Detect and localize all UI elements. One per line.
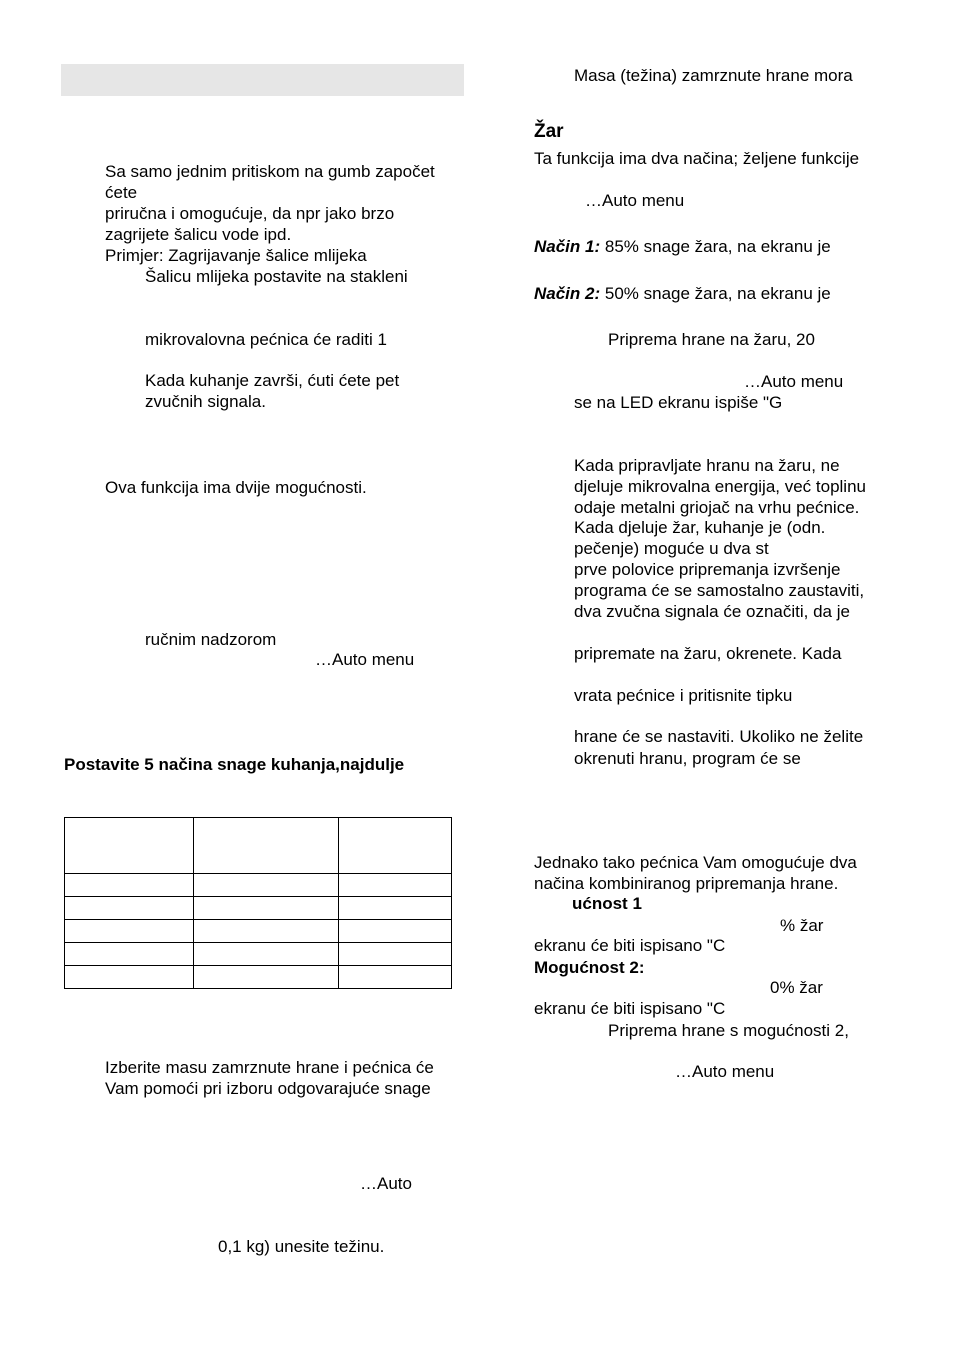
- table-cell: [65, 943, 194, 966]
- left-text-line: Kada kuhanje završi, ćuti ćete pet: [145, 371, 400, 390]
- table-cell: [65, 920, 194, 943]
- right-text-line: pečenje) moguće u dva st: [574, 539, 769, 558]
- right-text-line: programa će se samostalno zaustaviti,: [574, 581, 865, 600]
- left-text-line: priručna i omogućuje, da npr jako brzo: [105, 204, 395, 223]
- left-text-line: mikrovalovna pećnica će raditi 1: [145, 330, 387, 349]
- table-cell: [339, 920, 452, 943]
- table-cell: [339, 897, 452, 920]
- table-cell: [194, 966, 339, 989]
- right-text-line: …Auto menu: [744, 372, 844, 391]
- right-text-line: hrane će se nastaviti. Ukoliko ne želite: [574, 727, 864, 746]
- table-cell: [65, 874, 194, 897]
- right-text-line: dva zvučna signala će označiti, da je: [574, 602, 850, 621]
- right-text-line: prve polovice pripremanja izvršenje: [574, 560, 841, 579]
- right-text-line: ekranu će biti ispisano "C: [534, 936, 726, 955]
- mode-2-text: 50% snage žara, na ekranu je: [600, 284, 831, 303]
- left-text-line: zagrijete šalicu vode ipd.: [105, 225, 292, 244]
- right-text-line: 0% žar: [770, 978, 823, 997]
- left-text-line: Ova funkcija ima dvije mogućnosti.: [105, 478, 367, 497]
- right-text-line: Masa (težina) zamrznute hrane mora: [574, 66, 853, 85]
- table-cell: [194, 818, 339, 874]
- left-text-line: Primjer: Zagrijavanje šalice mlijeka: [105, 246, 367, 265]
- left-text-line: zvučnih signala.: [145, 392, 266, 411]
- table-header-row: [65, 818, 452, 874]
- right-text-line: Priprema hrane s mogućnosti 2,: [608, 1021, 849, 1040]
- table-row: [65, 966, 452, 989]
- section-header-bar: [61, 64, 464, 96]
- right-text-line: odaje metalni griojač na vrhu pećnice.: [574, 498, 860, 517]
- right-text-line: vrata pećnice i pritisnite tipku: [574, 686, 793, 705]
- right-text-line: načina kombiniranog pripremanja hrane.: [534, 874, 839, 893]
- right-text-line: Kada pripravljate hranu na žaru, ne: [574, 456, 840, 475]
- left-text-line: ručnim nadzorom: [145, 630, 277, 649]
- mode-1-label: Način 1:: [534, 237, 601, 256]
- option-1-heading: ućnost 1: [572, 894, 642, 913]
- option-2-heading: Mogućnost 2:: [534, 958, 645, 977]
- right-text-line: Jednako tako pećnica Vam omogućuje dva: [534, 853, 857, 872]
- table-row: [65, 897, 452, 920]
- right-text-line: % žar: [780, 916, 824, 935]
- table-cell: [194, 920, 339, 943]
- left-text-line: …Auto menu: [315, 650, 415, 669]
- table-cell: [65, 897, 194, 920]
- left-text-line: 0,1 kg) unesite težinu.: [218, 1237, 385, 1256]
- mode-1-line: [534, 236, 831, 257]
- right-text-line: pripremate na žaru, okrenete. Kada: [574, 644, 842, 663]
- table-row: [65, 920, 452, 943]
- mode-2-label: Način 2:: [534, 284, 601, 303]
- right-text-line: Ta funkcija ima dva načina; željene funkcije: [534, 149, 860, 168]
- power-levels-table: [64, 817, 452, 989]
- table-cell: [339, 818, 452, 874]
- table-cell: [194, 897, 339, 920]
- right-text-line: ekranu će biti ispisano "C: [534, 999, 726, 1018]
- table-cell: [65, 818, 194, 874]
- table-cell: [65, 966, 194, 989]
- table-row: [65, 874, 452, 897]
- left-text-line: ćete: [105, 183, 138, 202]
- table-cell: [194, 943, 339, 966]
- table-cell: [339, 943, 452, 966]
- left-text-line: Šalicu mlijeka postavite na stakleni: [145, 267, 408, 286]
- table-cell: [339, 874, 452, 897]
- right-text-line: Priprema hrane na žaru, 20: [608, 330, 815, 349]
- power-levels-heading: Postavite 5 načina snage kuhanja,najdulje: [64, 755, 405, 774]
- mode-2-line: [534, 283, 831, 304]
- mode-1-text: 85% snage žara, na ekranu je: [600, 237, 831, 256]
- left-text-line: Vam pomoći pri izboru odgovarajuće snage: [105, 1079, 431, 1098]
- table-cell: [194, 874, 339, 897]
- left-text-line: Izberite masu zamrznute hrane i pećnica će: [105, 1058, 434, 1077]
- left-text-line: Sa samo jednim pritiskom na gumb započet: [105, 162, 435, 181]
- right-text-line: Kada djeluje žar, kuhanje je (odn.: [574, 518, 826, 537]
- right-text-line: okrenuti hranu, program će se: [574, 749, 801, 768]
- right-text-line: se na LED ekranu ispiše "G: [574, 393, 783, 412]
- table-row: [65, 943, 452, 966]
- right-text-line: …Auto menu: [585, 191, 685, 210]
- right-text-line: …Auto menu: [675, 1062, 775, 1081]
- table-cell: [339, 966, 452, 989]
- grill-heading: Žar: [534, 121, 564, 142]
- left-text-line: …Auto: [360, 1174, 412, 1193]
- right-text-line: djeluje mikrovalna energija, već toplinu: [574, 477, 866, 496]
